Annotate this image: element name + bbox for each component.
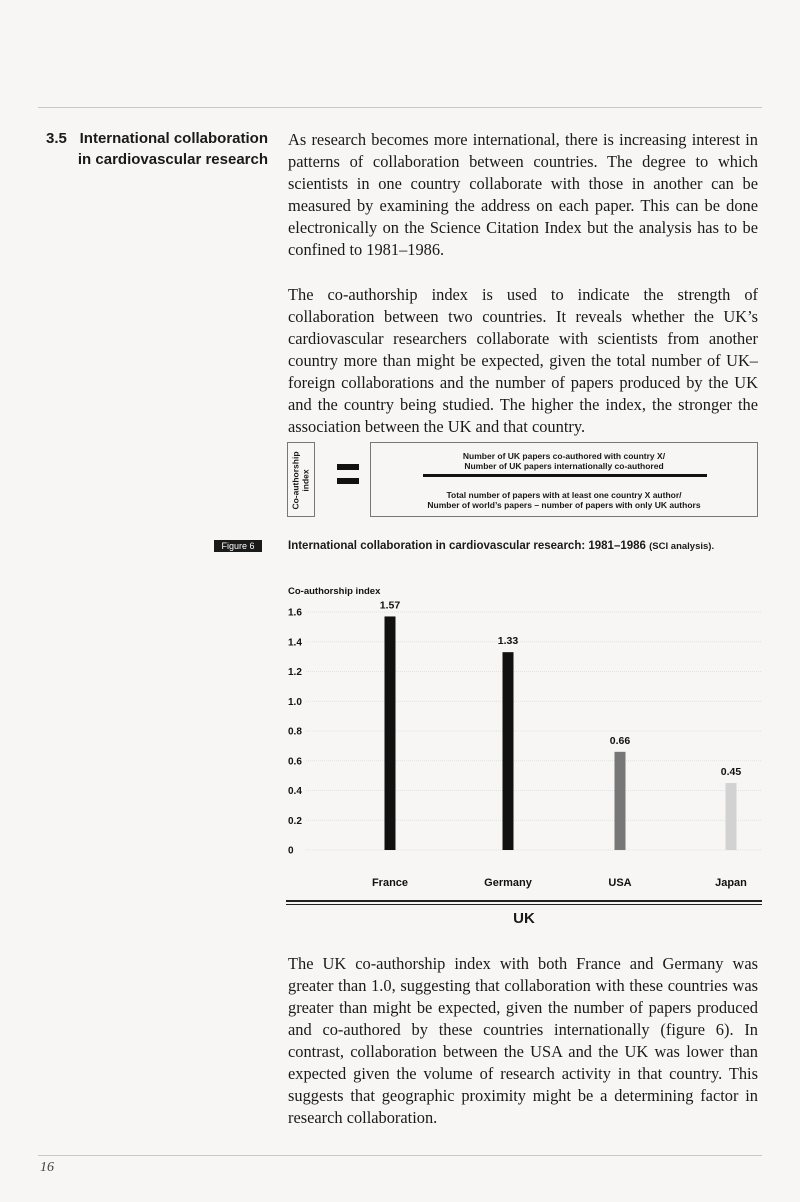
y-tick-label: 1.6	[288, 607, 302, 619]
x-tick-label: Japan	[715, 877, 747, 889]
y-tick-label: 1.4	[288, 637, 302, 649]
section-heading	[46, 128, 268, 170]
figure-badge: Figure 6	[214, 540, 262, 552]
formula-denominator-1: Total number of papers with at least one country X author/	[446, 490, 682, 500]
formula-denominator-2: Number of world’s papers – number of papers with only UK authors	[427, 500, 701, 510]
uk-rule-thick	[286, 900, 762, 902]
y-tick-label: 0.4	[288, 786, 302, 797]
figure-caption	[288, 539, 714, 554]
bottom-rule	[38, 1155, 762, 1156]
bar-germany	[503, 652, 514, 850]
bar-chart	[280, 580, 764, 900]
formula-right-box	[370, 442, 758, 517]
formula-numerator-2: Number of UK papers internationally co-authored	[464, 461, 664, 471]
data-label: 1.57	[379, 599, 401, 612]
y-tick-label: 1.0	[288, 696, 302, 708]
paragraph-intro: As research becomes more international, there is increasing interest in patterns of collaboration between countries. The degree to which scientists in one country collaborate with those in another can be measured by examining the address on each paper. This can be done electronically on the Science Citation Index but the analysis has to be confined to 1981–1986.	[288, 130, 758, 259]
x-axis-group-label: UK	[513, 910, 535, 927]
fraction-bar	[423, 474, 707, 477]
figure-caption-note: (SCI analysis).	[649, 541, 715, 552]
data-label: 0.45	[720, 766, 742, 779]
y-tick-label: 0.6	[288, 756, 302, 768]
formula-left-label: Co-authorship index	[290, 451, 310, 510]
data-label: 0.66	[609, 734, 631, 747]
data-label: 1.33	[497, 635, 519, 648]
paragraph-index: The co-authorship index is used to indicate the strength of collaboration between two countries. It reveals whether the UK’s cardiovascular researchers collaborate with scientists from another country more than might be expected, given the total number of UK–foreign collaborations and the number of papers produced by the UK and the country being studied. The higher the index, the stronger the association between the UK and that country.	[288, 285, 758, 436]
y-tick-label: 1.2	[288, 667, 302, 678]
y-axis-title: Co-authorship index	[288, 586, 381, 597]
x-tick-label: USA	[608, 877, 632, 889]
formula-box	[287, 442, 758, 517]
figure-caption-text: International collaboration in cardiovascular research: 1981–1986	[288, 540, 646, 552]
page-number: 16	[40, 1160, 54, 1175]
equals-sign	[337, 464, 359, 492]
x-tick-label: Germany	[484, 877, 532, 889]
section-title: International collaboration in cardiovascular research	[77, 130, 268, 168]
x-tick-label: France	[371, 877, 409, 889]
formula-numerator-1: Number of UK papers co-authored with country X/	[462, 451, 666, 461]
y-tick-label: 0	[288, 845, 294, 857]
formula-left-box	[287, 442, 315, 517]
section-number: 3.5	[46, 130, 67, 147]
bar-france	[385, 616, 396, 850]
top-rule	[38, 107, 762, 108]
uk-rule-thin	[286, 904, 762, 905]
y-tick-label: 0.8	[288, 726, 302, 738]
paragraph-findings: The UK co-authorship index with both France and Germany was greater than 1.0, suggesting that collaboration with these countries was greater than might be expected, given the number of papers produced and co-authored by these countries internationally (figure 6). In contrast, collaboration between the USA and the UK was lower than expected given the volume of research activity in that country. This suggests that geographic proximity might be a determining factor in research collaboration.	[288, 954, 758, 1127]
bar-japan	[726, 783, 737, 850]
bar-usa	[615, 752, 626, 850]
y-tick-label: 0.2	[288, 815, 302, 827]
